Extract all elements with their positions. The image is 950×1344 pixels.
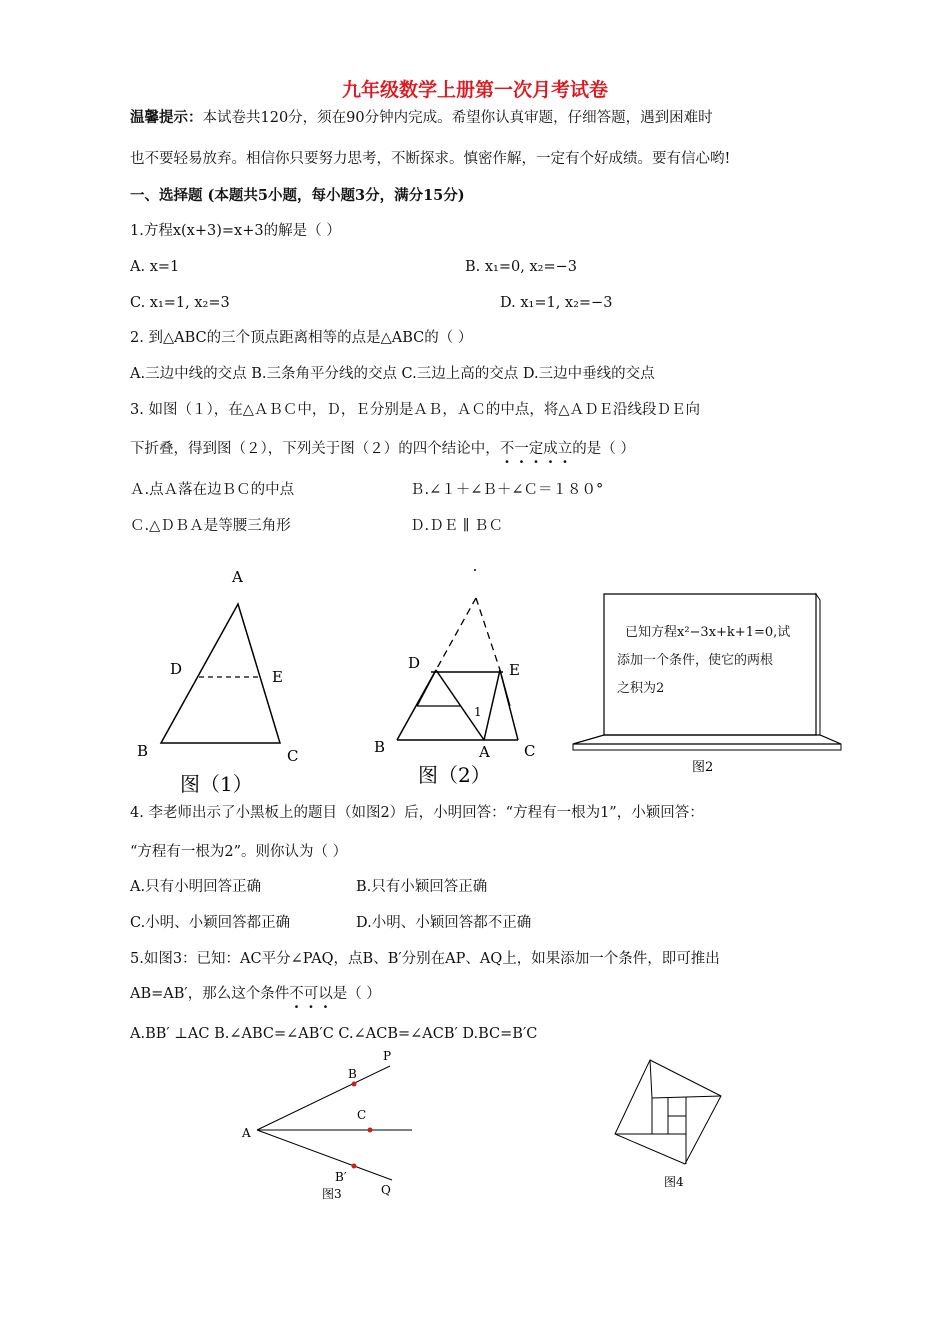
board-line-1: 已知方程x²−3x+k+1=0,试 — [625, 625, 791, 640]
fig2-dashed-right — [476, 598, 500, 670]
q3-stem-2-pre: 下折叠，得到图（２），下列关于图（２）的四个结论中， — [130, 441, 500, 457]
ray-aq — [257, 1130, 392, 1180]
section-heading-choice: 一、选择题 (本题共5小题，每小题3分，满分15分) — [130, 187, 465, 204]
q3-option-d: Ｄ.ＤＥ ∥ ＢＣ — [410, 518, 504, 534]
board-line-3: 之积为2 — [617, 681, 665, 696]
q5-emphasis — [289, 986, 333, 1002]
q4-stem-1: 4. 李老师出示了小黑板上的题目（如图2）后，小明回答：“方程有一根为1”，小颖回答： — [130, 805, 704, 821]
fig3-label-b: B — [348, 1067, 357, 1081]
q1-option-c: C. x₁=1, x₂=3 — [130, 295, 230, 311]
point-b — [352, 1082, 357, 1087]
q5-stem-2-post: 是（ ） — [332, 986, 381, 1002]
tip-text-1: 本试卷共120分，须在90分钟内完成。希望你认真审题，仔细答题，遇到困难时 — [202, 110, 713, 126]
fig1-label-a: A — [232, 568, 243, 586]
fig3-label-c: C — [357, 1108, 367, 1122]
fig3-label-q: Q — [381, 1183, 391, 1197]
emphasis-char: 以 — [318, 986, 333, 1002]
q3-stem-2-post: 的是（ ） — [572, 441, 635, 457]
q5-stem-2-pre: AB=AB′，那么这个条件 — [130, 986, 290, 1002]
fig3-caption: 图3 — [322, 1187, 342, 1201]
fig2-label-e: E — [509, 661, 520, 679]
point-c — [368, 1128, 373, 1133]
ray-ap — [257, 1066, 390, 1130]
fig2-label-c: C — [524, 742, 536, 760]
emphasis-char: 不 — [499, 441, 515, 457]
fig2-folded-ea — [484, 670, 500, 740]
q5-options: A.BB′ ⊥AC B.∠ABC=∠AB′C C.∠ACB=∠ACB′ D.BC=B′C — [130, 1026, 538, 1042]
q3-option-c: Ｃ.△ＤＢＡ是等腰三角形 — [130, 518, 291, 534]
fig1-label-c: C — [287, 747, 299, 765]
q4-option-a: A.只有小明回答正确 — [130, 879, 262, 895]
emphasis-char: 定 — [528, 441, 544, 457]
fig2-inner-left — [417, 670, 436, 706]
board-ledge-front — [573, 744, 841, 750]
q5-stem-1: 5.如图3：已知：AC平分∠PAQ，点B、B′分别在AP、AQ上，如果添加一个条件，即可推出 — [130, 951, 720, 967]
fig1-label-b: B — [137, 742, 149, 760]
fig4-seg-1 — [650, 1060, 652, 1098]
figure-2-folded-triangle — [374, 569, 535, 787]
board-caption: 图2 — [692, 760, 714, 775]
q3-option-a: Ａ.点Ａ落在边ＢＣ的中点 — [130, 482, 295, 498]
fig2-label-a: A — [479, 743, 490, 761]
fig4-caption: 图4 — [664, 1175, 684, 1189]
q4-option-c: C.小明、小颖回答都正确 — [130, 915, 291, 931]
fig3-label-p: P — [383, 1049, 392, 1063]
figure-3-angle-bisector — [241, 1049, 412, 1201]
point-b-prime — [352, 1164, 357, 1169]
q4-option-d: D.小明、小颖回答都不正确 — [356, 915, 532, 931]
q1-option-d: D. x₁=1, x₂=−3 — [500, 295, 613, 311]
emphasis-char: 成 — [543, 441, 558, 457]
fig1-label-e: E — [272, 668, 283, 686]
q2-stem: 2. 到△ABC的三个顶点距离相等的点是△ABC的（ ） — [130, 330, 473, 346]
fig3-label-a: A — [242, 1126, 251, 1140]
fig2-apex-dot — [474, 569, 476, 571]
board-ledge — [573, 735, 841, 744]
fig1-caption: 图（1） — [180, 772, 253, 796]
fig2-caption: 图（2） — [418, 763, 491, 787]
emphasis-char: 一 — [514, 441, 529, 457]
q4-stem-2: “方程有一根为2”。则你认为（ ） — [130, 844, 348, 860]
q1-option-a: A. x=1 — [130, 259, 180, 275]
emphasis-char: 不 — [289, 986, 304, 1002]
fig2-label-d: D — [408, 654, 421, 672]
fig1-label-d: D — [170, 660, 183, 678]
figure-1-triangle — [137, 568, 298, 796]
board-line-2: 添加一个条件，使它的两根 — [617, 653, 774, 668]
q5-stem-2 — [130, 984, 381, 1004]
q4-option-b: B.只有小颖回答正确 — [356, 879, 488, 895]
fig2-label-b: B — [374, 738, 386, 756]
q1-stem: 1.方程x(x+3)=x+3的解是（ ） — [130, 223, 341, 239]
fig3-label-b-prime: B′ — [335, 1170, 347, 1184]
emphasis-char: 可 — [303, 986, 319, 1002]
fig2-angle-1: 1 — [474, 705, 482, 719]
figure-4-square-pattern — [615, 1060, 721, 1189]
q1-option-b: B. x₁=0, x₂=−3 — [465, 259, 577, 275]
fig2-dashed-left — [436, 598, 476, 670]
tip-line-2: 也不要轻易放弃。相信你只要努力思考，不断探求。慎密作解，一定有个好成绩。要有信心哟! — [130, 151, 731, 167]
emphasis-char: 立 — [557, 441, 573, 457]
exam-title: 九年级数学上册第一次月考试卷 — [341, 79, 608, 101]
tip-label: 温馨提示： — [130, 109, 203, 126]
blackboard-figure — [573, 594, 841, 775]
q2-options: A.三边中线的交点 B.三条角平分线的交点 C.三边上高的交点 D.三边中垂线的交点 — [130, 366, 655, 382]
q3-option-b: Ｂ.∠１＋∠Ｂ＋∠Ｃ＝１８０° — [410, 482, 604, 498]
q3-stem-1: 3. 如图（１），在△ＡＢＣ中，Ｄ，Ｅ分别是ＡＢ，ＡＣ的中点，将△ＡＤＥ沿线段ＤＥ向 — [130, 402, 700, 418]
